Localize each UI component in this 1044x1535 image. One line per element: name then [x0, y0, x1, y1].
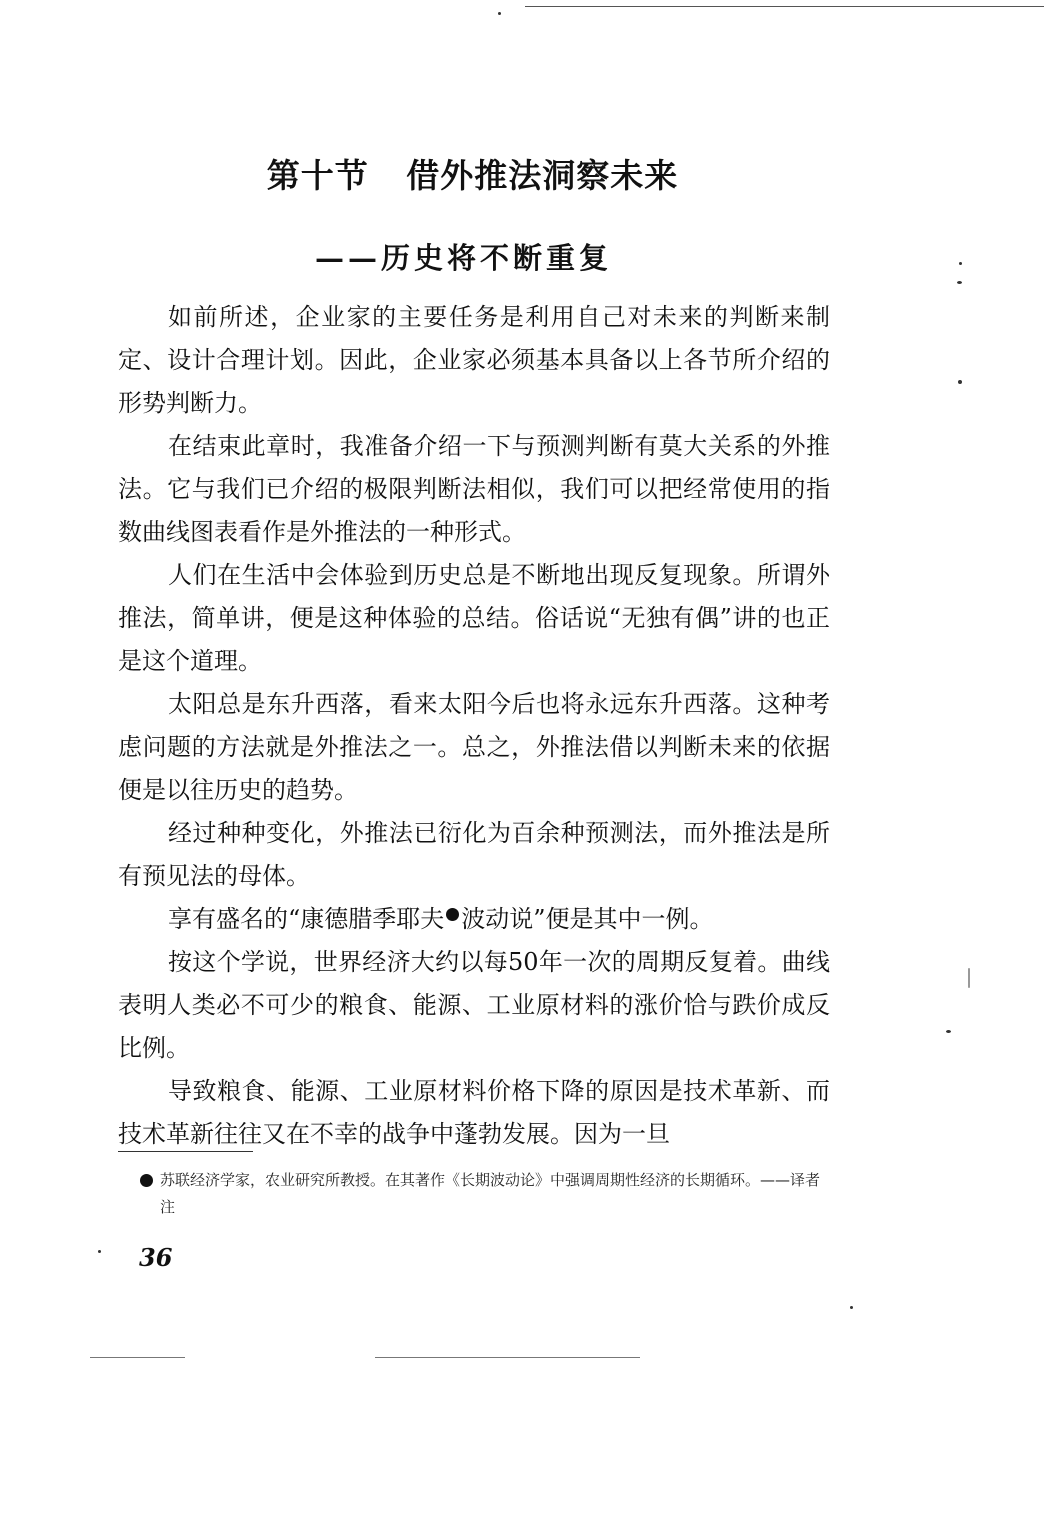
subtitle: ——历史将不断重复	[315, 241, 613, 275]
footnote-reference-icon	[446, 908, 459, 921]
paragraph: 太阳总是东升西落，看来太阳今后也将永远东升西落。这种考虑问题的方法就是外推法之一。总之，外推法借以判断未来的依据便是以往历史的趋势。	[118, 690, 830, 804]
scan-speck	[959, 262, 962, 265]
chapter-title: 第十节 借外推法洞察未来	[266, 156, 679, 195]
paragraph: 如前所述，企业家的主要任务是利用自己对未来的判断来制定、设计合理计划。因此，企业家必须基本具备以上各节所介绍的形势判断力。	[118, 303, 830, 417]
paragraph: 在结束此章时，我准备介绍一下与预测判断有莫大关系的外推法。它与我们已介绍的极限判断法相似，我们可以把经常使用的指数曲线图表看作是外推法的一种形式。	[118, 432, 830, 546]
footnote-marker-icon	[140, 1174, 153, 1187]
scan-top-rule	[525, 6, 1044, 7]
paragraph	[118, 898, 830, 941]
paragraph-text: 波动说”便是其中一例。	[461, 905, 714, 933]
scan-speck	[957, 281, 962, 284]
footnote-divider	[118, 1151, 253, 1152]
paragraph: 按这个学说，世界经济大约以每50年一次的周期反复着。曲线表明人类必不可少的粮食、能源、工业原材料的涨价恰与跌价成反比例。	[118, 948, 830, 1062]
scan-speck	[850, 1306, 853, 1309]
scan-speck	[498, 12, 501, 15]
footnote	[160, 1167, 830, 1221]
paragraph: 经过种种变化，外推法已衍化为百余种预测法，而外推法是所有预见法的母体。	[118, 819, 830, 890]
scan-speck	[98, 1250, 101, 1253]
page-number: 36	[139, 1243, 173, 1272]
paragraph: 导致粮食、能源、工业原材料价格下降的原因是技术革新、而技术革新往往又在不幸的战争中蓬勃发展。因为一旦	[118, 1077, 830, 1148]
scan-speck	[968, 968, 970, 988]
scan-bottom-mark	[375, 1357, 640, 1358]
body-text	[118, 296, 830, 1156]
footnote-text: 苏联经济学家，农业研究所教授。在其著作《长期波动论》中强调周期性经济的长期循环。——译者注	[160, 1171, 821, 1216]
scan-speck	[946, 1030, 951, 1033]
scan-speck	[958, 380, 962, 384]
paragraph: 人们在生活中会体验到历史总是不断地出现反复现象。所谓外推法，简单讲，便是这种体验的总结。俗话说“无独有偶”讲的也正是这个道理。	[118, 561, 830, 675]
paragraph-text: 享有盛名的“康德腊季耶夫	[168, 905, 445, 933]
scan-bottom-mark	[90, 1357, 185, 1358]
